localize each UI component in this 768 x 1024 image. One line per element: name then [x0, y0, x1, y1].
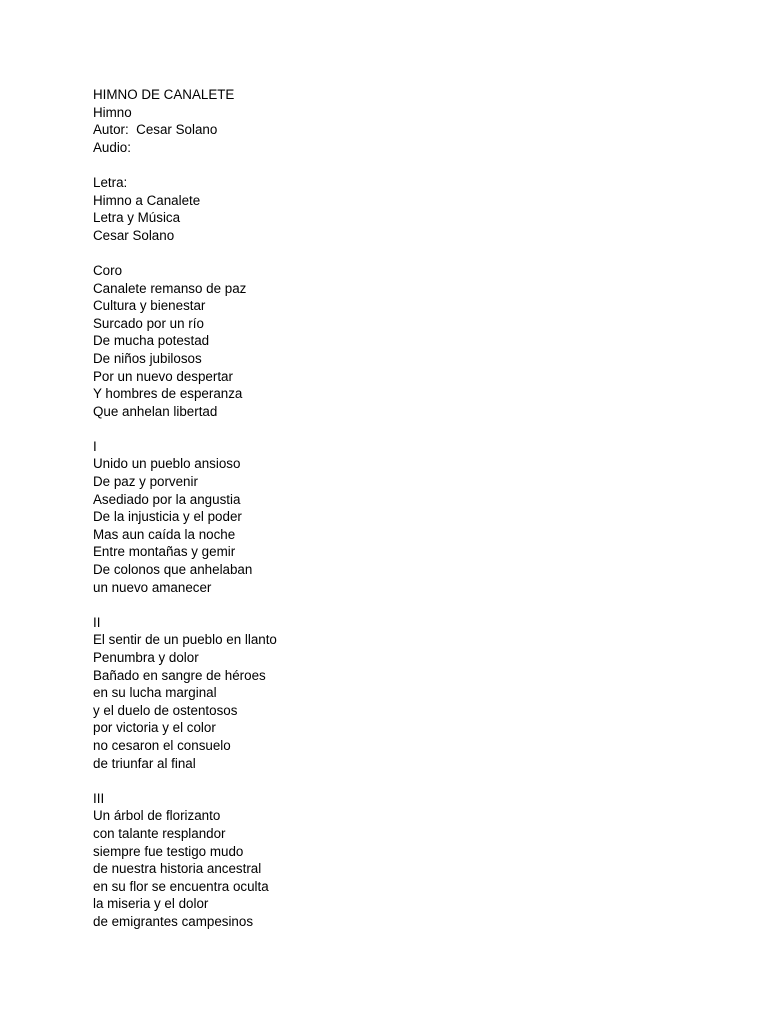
hymn-name: Himno a Canalete: [93, 192, 201, 208]
author-line: Autor: Cesar Solano: [93, 122, 218, 138]
verse-line: de emigrantes campesinos: [93, 913, 254, 929]
verse-line: Bañado en sangre de héroes: [93, 667, 266, 683]
verse-line: De paz y porvenir: [93, 474, 198, 490]
document-type: Himno: [93, 104, 132, 120]
verse-line: De niños jubilosos: [93, 350, 202, 366]
verse-line: de nuestra historia ancestral: [93, 861, 262, 877]
verse-line: Entre montañas y gemir: [93, 544, 236, 560]
composer-name: Cesar Solano: [93, 227, 175, 243]
verse-line: un nuevo amanecer: [93, 579, 212, 595]
credits-role: Letra y Música: [93, 210, 181, 226]
verse-line: Penumbra y dolor: [93, 650, 199, 665]
stanza: [93, 790, 693, 931]
verse-line: Mas aun caída la noche: [93, 526, 236, 542]
stanza-heading: III: [93, 790, 105, 806]
verse-line: y el duelo de ostentosos: [93, 702, 238, 718]
verse-line: Cultura y bienestar: [93, 298, 206, 314]
verse-line: de triunfar al final: [93, 755, 196, 771]
verse-line: De colonos que anhelaban: [93, 562, 253, 578]
stanzas: [93, 262, 693, 931]
stanza: [93, 614, 693, 772]
verse-line: Surcado por un río: [93, 315, 204, 331]
verse-line: De mucha potestad: [93, 333, 210, 349]
verse-line: en su lucha marginal: [93, 685, 217, 701]
audio-line: Audio:: [93, 139, 131, 155]
header-block: [93, 86, 693, 156]
verse-line: De la injusticia y el poder: [93, 509, 242, 525]
verse-line: Unido un pueblo ansioso: [93, 456, 241, 472]
verse-line: por victoria y el color: [93, 720, 216, 736]
verse-line: no cesaron el consuelo: [93, 737, 231, 753]
verse-line: siempre fue testigo mudo: [93, 843, 244, 859]
verse-line: Un árbol de florizanto: [93, 808, 221, 824]
verse-line: Que anhelan libertad: [93, 403, 218, 419]
verse-line: Y hombres de esperanza: [93, 386, 243, 402]
verse-line: Canalete remanso de paz: [93, 280, 247, 296]
document-text: [93, 86, 693, 948]
stanza: [93, 262, 693, 420]
verse-line: El sentir de un pueblo en llanto: [93, 632, 277, 648]
stanza-heading: Coro: [93, 262, 123, 278]
document-title: HIMNO DE CANALETE: [93, 87, 235, 102]
verse-line: en su flor se encuentra oculta: [93, 878, 269, 894]
verse-line: la miseria y el dolor: [93, 896, 209, 912]
credits-block: [93, 174, 693, 244]
verse-line: Asediado por la angustia: [93, 491, 241, 507]
stanza-heading: I: [93, 438, 97, 454]
verse-line: Por un nuevo despertar: [93, 368, 233, 384]
lyrics-label: Letra:: [93, 174, 128, 190]
stanza-heading: II: [93, 614, 101, 630]
verse-line: con talante resplandor: [93, 825, 226, 841]
stanza: [93, 438, 693, 596]
